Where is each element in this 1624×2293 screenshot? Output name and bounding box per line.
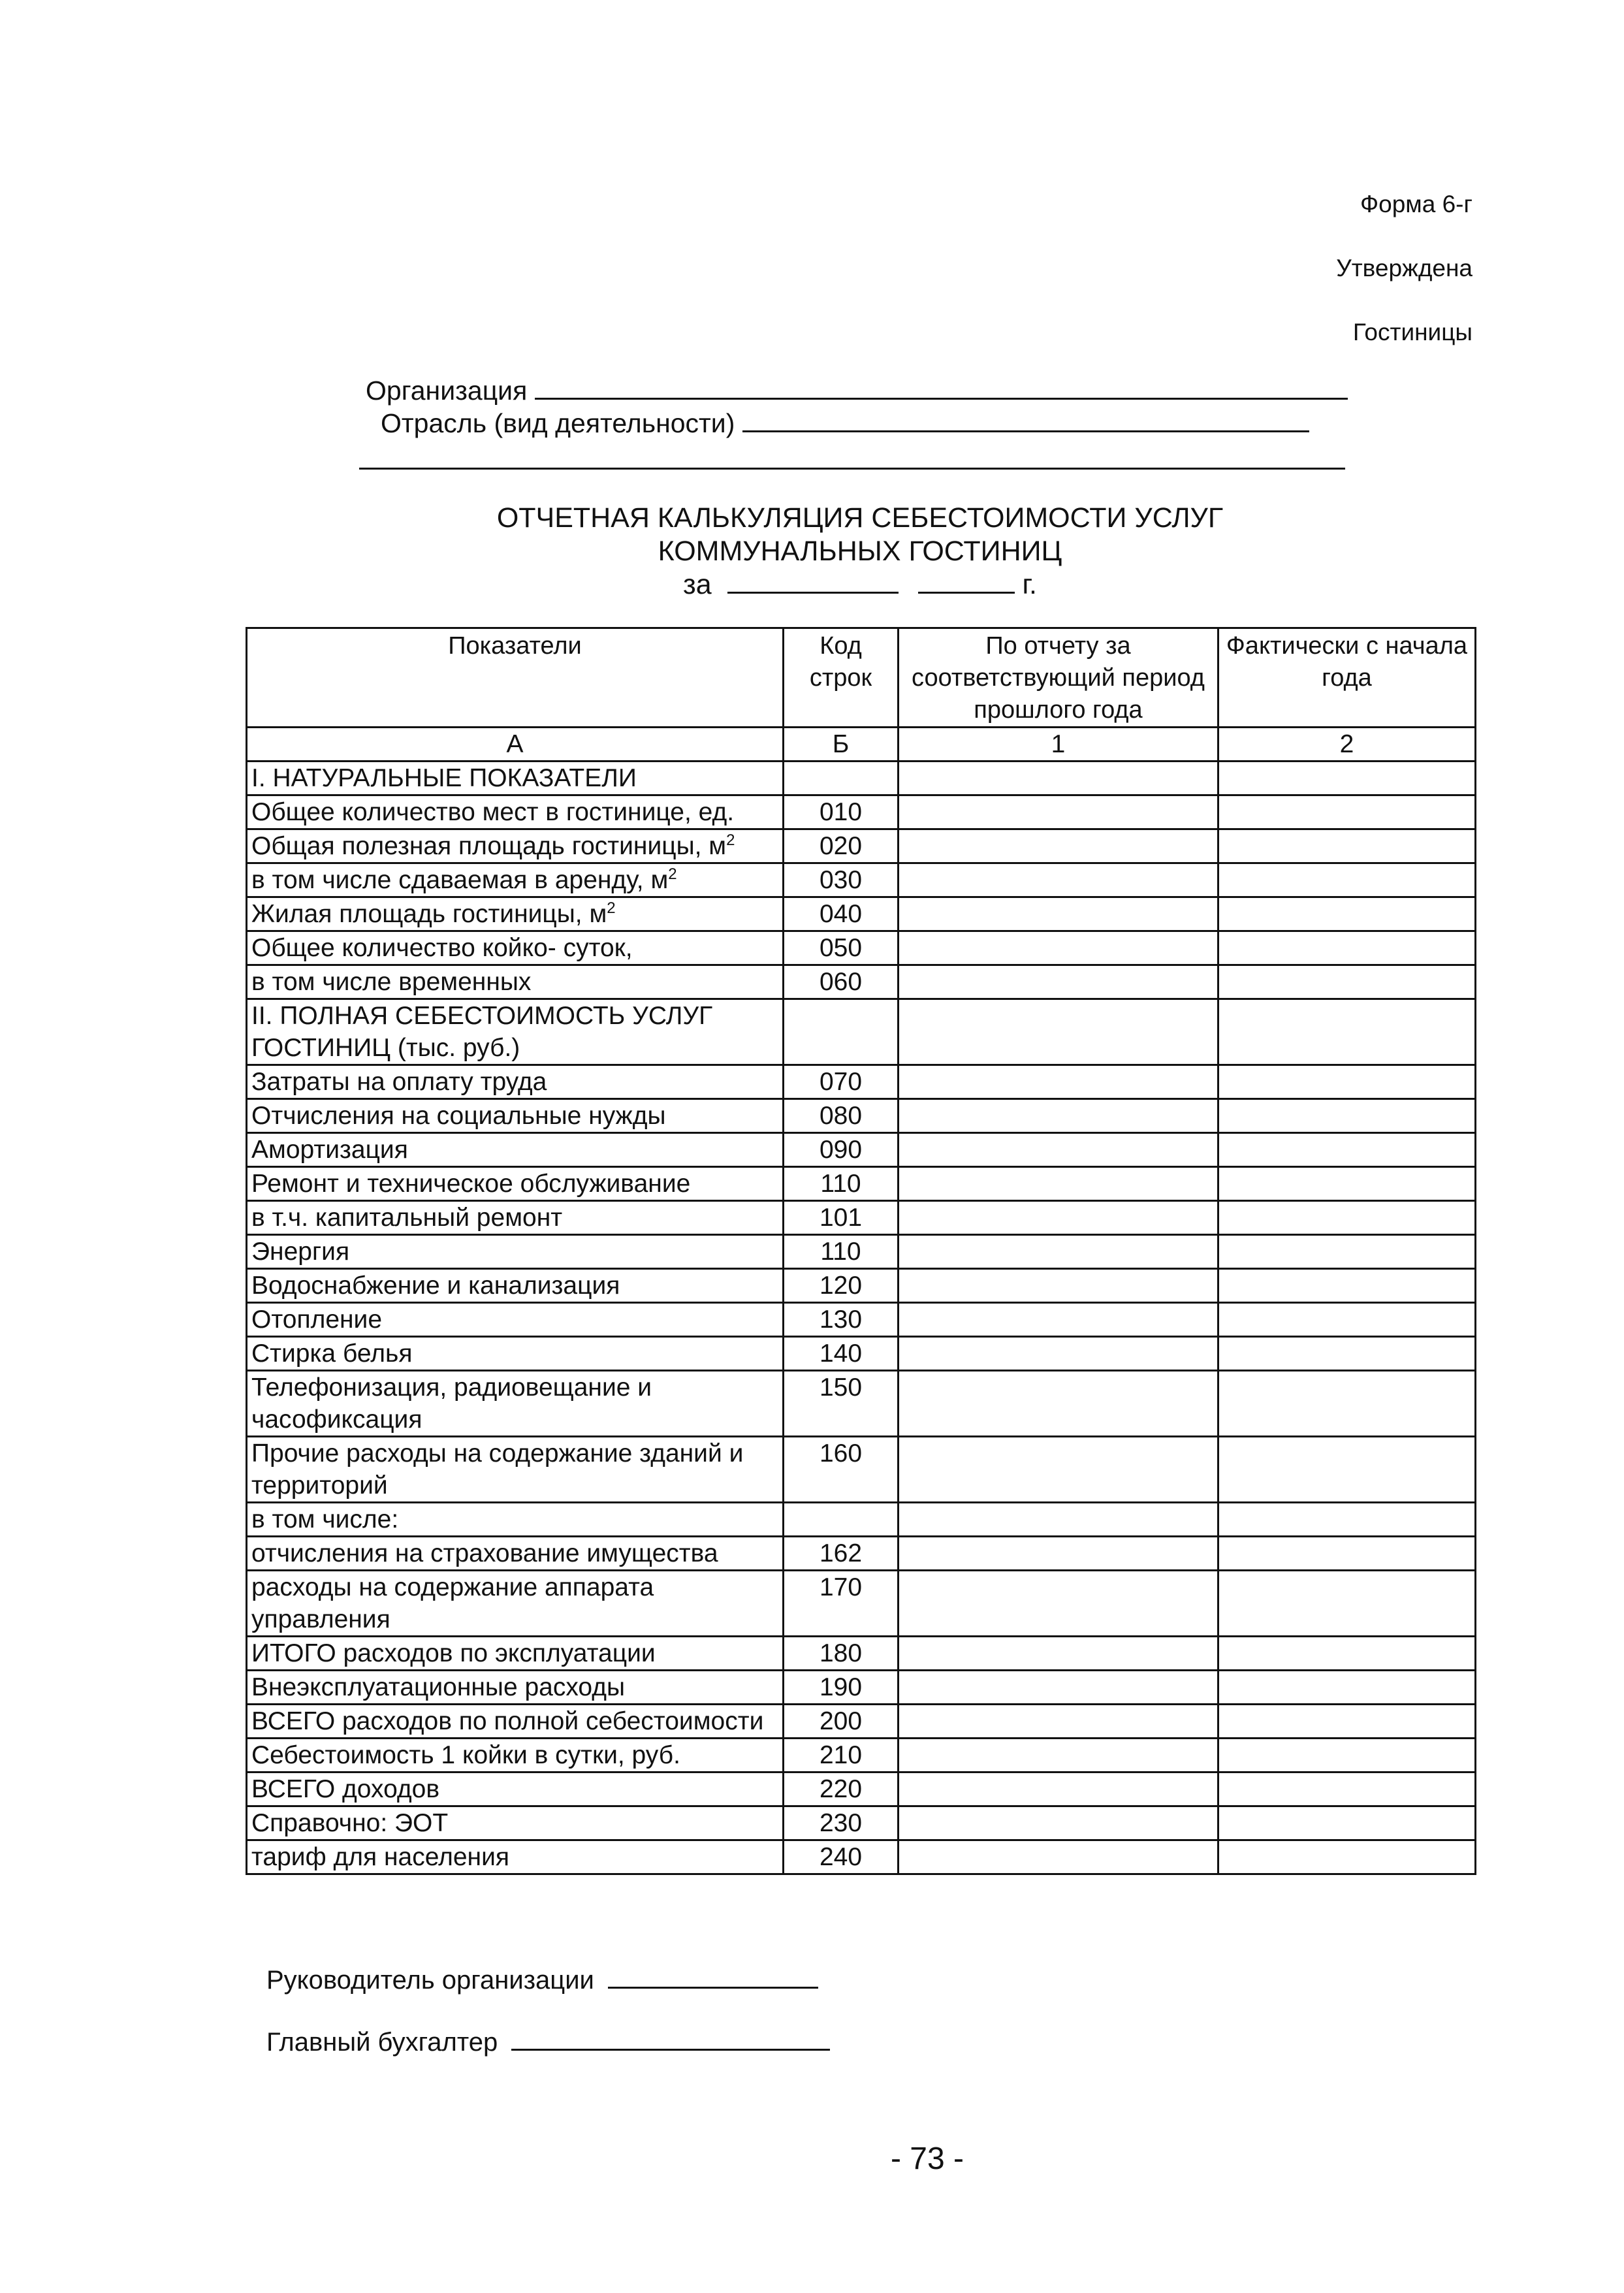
row-label — [247, 1840, 784, 1874]
row-label-superscript: 2 — [607, 899, 616, 917]
row-code: 060 — [784, 965, 899, 999]
row-label-text: ВСЕГО расходов по полной себестоимости — [251, 1707, 764, 1735]
row-code: 162 — [784, 1537, 899, 1571]
page-number: - 73 - — [890, 2141, 964, 2176]
row-actual-cell[interactable] — [1218, 897, 1476, 931]
row-label — [247, 965, 784, 999]
row-label-text: Прочие расходы на содержание зданий и территорий — [251, 1439, 744, 1499]
row-label — [247, 1739, 784, 1772]
row-prev-period-cell[interactable] — [899, 1637, 1218, 1671]
row-label — [247, 1806, 784, 1840]
period-za: за — [683, 569, 712, 600]
row-prev-period-cell[interactable] — [899, 999, 1218, 1065]
row-code: 050 — [784, 931, 899, 965]
row-label-text: Стирка белья — [251, 1339, 413, 1368]
row-actual-cell[interactable] — [1218, 1269, 1476, 1303]
row-label — [247, 1537, 784, 1571]
row-label — [247, 1133, 784, 1167]
table-row — [247, 762, 1476, 795]
row-code — [784, 1503, 899, 1537]
row-label-text: тариф для населения — [251, 1843, 509, 1871]
row-label — [247, 1371, 784, 1437]
row-label — [247, 897, 784, 931]
row-label — [247, 795, 784, 829]
row-label-text: Водоснабжение и канализация — [251, 1272, 620, 1300]
row-label — [247, 931, 784, 965]
row-prev-period-cell[interactable] — [899, 762, 1218, 795]
row-code: 110 — [784, 1167, 899, 1201]
table-row — [247, 795, 1476, 829]
separator-line — [359, 468, 1345, 470]
header-prev-period: По отчету за соответствующий период прошлого года — [899, 628, 1218, 728]
row-code: 240 — [784, 1840, 899, 1874]
row-prev-period-cell[interactable] — [899, 1303, 1218, 1337]
row-label — [247, 1772, 784, 1806]
period-blank-1[interactable] — [727, 592, 899, 594]
row-label — [247, 1167, 784, 1201]
row-label — [247, 1235, 784, 1269]
row-label — [247, 1705, 784, 1739]
table-row — [247, 1167, 1476, 1201]
row-prev-period-cell[interactable] — [899, 1437, 1218, 1503]
table-row — [247, 1269, 1476, 1303]
row-code: 110 — [784, 1235, 899, 1269]
row-prev-period-cell[interactable] — [899, 1337, 1218, 1371]
row-prev-period-cell[interactable] — [899, 863, 1218, 897]
table-row — [247, 1437, 1476, 1503]
row-code: 190 — [784, 1671, 899, 1705]
row-label — [247, 829, 784, 863]
row-prev-period-cell[interactable] — [899, 897, 1218, 931]
row-prev-period-cell[interactable] — [899, 1371, 1218, 1437]
row-actual-cell[interactable] — [1218, 1201, 1476, 1235]
table-row — [247, 1133, 1476, 1167]
row-prev-period-cell[interactable] — [899, 1571, 1218, 1637]
row-label-text: Общая полезная площадь гостиницы, м — [251, 832, 727, 860]
row-label — [247, 1503, 784, 1537]
approved-label: Утверждена — [1336, 255, 1473, 281]
branch-field — [381, 408, 1309, 439]
organization-label: Организация — [366, 376, 528, 406]
table-row — [247, 1705, 1476, 1739]
table-row — [247, 1235, 1476, 1269]
row-label — [247, 1337, 784, 1371]
table-header-row — [247, 628, 1476, 728]
row-label-text: расходы на содержание аппарата управления — [251, 1573, 654, 1633]
row-label-text: Внеэксплуатационные расходы — [251, 1673, 626, 1701]
row-actual-cell[interactable] — [1218, 999, 1476, 1065]
row-label — [247, 1065, 784, 1099]
row-actual-cell[interactable] — [1218, 829, 1476, 863]
table-row — [247, 897, 1476, 931]
row-label-text: Отопление — [251, 1306, 383, 1334]
doc-title — [246, 502, 1474, 601]
row-label-superscript: 2 — [668, 865, 677, 883]
row-actual-cell[interactable] — [1218, 1739, 1476, 1772]
row-prev-period-cell[interactable] — [899, 1065, 1218, 1099]
row-actual-cell[interactable] — [1218, 1133, 1476, 1167]
row-actual-cell[interactable] — [1218, 863, 1476, 897]
row-actual-cell[interactable] — [1218, 1437, 1476, 1503]
row-label-text: ВСЕГО доходов — [251, 1775, 440, 1803]
col-letter-b: Б — [784, 728, 899, 762]
row-label-text: Энергия — [251, 1238, 350, 1266]
organization-field — [366, 376, 1348, 406]
row-label — [247, 1303, 784, 1337]
row-label-superscript: 2 — [726, 831, 735, 849]
row-code: 210 — [784, 1739, 899, 1772]
row-prev-period-cell[interactable] — [899, 1099, 1218, 1133]
table-row — [247, 1571, 1476, 1637]
table-row — [247, 1099, 1476, 1133]
row-prev-period-cell[interactable] — [899, 1840, 1218, 1874]
table-row — [247, 1637, 1476, 1671]
row-actual-cell[interactable] — [1218, 1371, 1476, 1437]
row-prev-period-cell[interactable] — [899, 965, 1218, 999]
row-code: 020 — [784, 829, 899, 863]
row-label-text: отчисления на страхование имущества — [251, 1539, 718, 1567]
table-row — [247, 1739, 1476, 1772]
row-label-text: в том числе сдаваемая в аренду, м — [251, 866, 669, 894]
row-prev-period-cell[interactable] — [899, 1133, 1218, 1167]
head-signature-blank[interactable] — [608, 1987, 818, 1989]
row-code: 220 — [784, 1772, 899, 1806]
col-letter-1: 1 — [899, 728, 1218, 762]
row-actual-cell[interactable] — [1218, 1303, 1476, 1337]
row-label — [247, 1671, 784, 1705]
row-label — [247, 1571, 784, 1637]
row-actual-cell[interactable] — [1218, 931, 1476, 965]
row-prev-period-cell[interactable] — [899, 1235, 1218, 1269]
row-actual-cell[interactable] — [1218, 762, 1476, 795]
col-letter-a: А — [247, 728, 784, 762]
row-label-text: Затраты на оплату труда — [251, 1068, 547, 1096]
row-label — [247, 1637, 784, 1671]
row-code: 160 — [784, 1437, 899, 1503]
row-code: 200 — [784, 1705, 899, 1739]
row-actual-cell[interactable] — [1218, 795, 1476, 829]
table-row — [247, 1201, 1476, 1235]
row-actual-cell[interactable] — [1218, 1099, 1476, 1133]
period-year-suffix: г. — [1022, 569, 1037, 600]
row-actual-cell[interactable] — [1218, 1065, 1476, 1099]
row-label-text: Себестоимость 1 койки в сутки, руб. — [251, 1741, 680, 1769]
accountant-signature-blank[interactable] — [511, 2049, 830, 2051]
head-signature — [266, 1966, 818, 1995]
row-prev-period-cell[interactable] — [899, 1503, 1218, 1537]
row-actual-cell[interactable] — [1218, 965, 1476, 999]
row-label — [247, 1437, 784, 1503]
row-prev-period-cell[interactable] — [899, 1739, 1218, 1772]
table-row — [247, 1303, 1476, 1337]
header-code: Код строк — [784, 628, 899, 728]
row-label — [247, 1269, 784, 1303]
table-row — [247, 931, 1476, 965]
row-prev-period-cell[interactable] — [899, 1167, 1218, 1201]
row-actual-cell[interactable] — [1218, 1337, 1476, 1371]
row-code: 130 — [784, 1303, 899, 1337]
table-row — [247, 1772, 1476, 1806]
table-row — [247, 1537, 1476, 1571]
col-letter-2: 2 — [1218, 728, 1476, 762]
row-label-text: I. НАТУРАЛЬНЫЕ ПОКАЗАТЕЛИ — [251, 764, 637, 792]
row-label-text: Общее количество койко- суток, — [251, 934, 633, 962]
table-row — [247, 829, 1476, 863]
row-actual-cell[interactable] — [1218, 1537, 1476, 1571]
row-actual-cell[interactable] — [1218, 1503, 1476, 1537]
row-code: 101 — [784, 1201, 899, 1235]
period-blank-2[interactable] — [918, 592, 1015, 594]
row-actual-cell[interactable] — [1218, 1671, 1476, 1705]
row-label — [247, 1201, 784, 1235]
table-row — [247, 1806, 1476, 1840]
row-prev-period-cell[interactable] — [899, 1705, 1218, 1739]
row-prev-period-cell[interactable] — [899, 1671, 1218, 1705]
row-code: 180 — [784, 1637, 899, 1671]
table-row — [247, 1371, 1476, 1437]
row-label-text: ИТОГО расходов по эксплуатации — [251, 1639, 656, 1667]
form-number: Форма 6-г — [1360, 191, 1473, 217]
header-actual: Фактически с начала года — [1218, 628, 1476, 728]
row-prev-period-cell[interactable] — [899, 1537, 1218, 1571]
branch-label: Отрасль (вид деятельности) — [381, 408, 735, 438]
row-code: 080 — [784, 1099, 899, 1133]
row-prev-period-cell[interactable] — [899, 1772, 1218, 1806]
row-prev-period-cell[interactable] — [899, 1806, 1218, 1840]
column-letters-row — [247, 728, 1476, 762]
branch-blank[interactable] — [742, 430, 1309, 432]
row-code: 030 — [784, 863, 899, 897]
row-label — [247, 999, 784, 1065]
table-row — [247, 863, 1476, 897]
row-code: 040 — [784, 897, 899, 931]
period-line — [246, 568, 1474, 601]
row-label-text: Телефонизация, радиовещание и часофиксация — [251, 1373, 652, 1434]
row-label-text: в том числе временных — [251, 968, 532, 996]
row-actual-cell[interactable] — [1218, 1167, 1476, 1201]
row-actual-cell[interactable] — [1218, 1571, 1476, 1637]
row-prev-period-cell[interactable] — [899, 1269, 1218, 1303]
row-prev-period-cell[interactable] — [899, 829, 1218, 863]
accountant-signature — [266, 2028, 830, 2057]
row-label-text: II. ПОЛНАЯ СЕБЕСТОИМОСТЬ УСЛУГ ГОСТИНИЦ (тыс. руб.) — [251, 1002, 713, 1062]
row-actual-cell[interactable] — [1218, 1705, 1476, 1739]
row-code: 120 — [784, 1269, 899, 1303]
row-label-text: Общее количество мест в гостинице, ед. — [251, 798, 735, 826]
row-label — [247, 762, 784, 795]
row-code: 090 — [784, 1133, 899, 1167]
hotels-label: Гостиницы — [1352, 319, 1473, 345]
title-line-2: КОММУНАЛЬНЫХ ГОСТИНИЦ — [658, 536, 1062, 567]
cost-table — [246, 627, 1476, 1875]
row-code: 010 — [784, 795, 899, 829]
row-code: 170 — [784, 1571, 899, 1637]
row-label-text: Жилая площадь гостиницы, м — [251, 900, 607, 928]
row-prev-period-cell[interactable] — [899, 795, 1218, 829]
head-signature-label: Руководитель организации — [266, 1966, 594, 1995]
row-code: 230 — [784, 1806, 899, 1840]
table-row — [247, 1671, 1476, 1705]
table-row — [247, 965, 1476, 999]
row-label — [247, 863, 784, 897]
row-actual-cell[interactable] — [1218, 1637, 1476, 1671]
row-label-text: в том числе: — [251, 1505, 399, 1533]
header-indicators: Показатели — [247, 628, 784, 728]
row-label-text: Амортизация — [251, 1136, 408, 1164]
row-code — [784, 762, 899, 795]
row-label-text: Отчисления на социальные нужды — [251, 1102, 666, 1130]
row-label — [247, 1099, 784, 1133]
table-row — [247, 1840, 1476, 1874]
row-code: 150 — [784, 1371, 899, 1437]
row-actual-cell[interactable] — [1218, 1772, 1476, 1806]
table-row — [247, 1065, 1476, 1099]
accountant-signature-label: Главный бухгалтер — [266, 2028, 498, 2057]
row-code — [784, 999, 899, 1065]
table-row — [247, 999, 1476, 1065]
row-actual-cell[interactable] — [1218, 1840, 1476, 1874]
row-prev-period-cell[interactable] — [899, 1201, 1218, 1235]
row-label-text: в т.ч. капитальный ремонт — [251, 1204, 563, 1232]
row-label-text: Ремонт и техническое обслуживание — [251, 1170, 691, 1198]
row-prev-period-cell[interactable] — [899, 931, 1218, 965]
table-row — [247, 1337, 1476, 1371]
table-row — [247, 1503, 1476, 1537]
title-line-1: ОТЧЕТНАЯ КАЛЬКУЛЯЦИЯ СЕБЕСТОИМОСТИ УСЛУГ — [496, 502, 1224, 534]
row-code: 140 — [784, 1337, 899, 1371]
row-code: 070 — [784, 1065, 899, 1099]
row-actual-cell[interactable] — [1218, 1806, 1476, 1840]
organization-blank[interactable] — [535, 398, 1348, 400]
row-actual-cell[interactable] — [1218, 1235, 1476, 1269]
row-label-text: Справочно: ЭОТ — [251, 1809, 449, 1837]
